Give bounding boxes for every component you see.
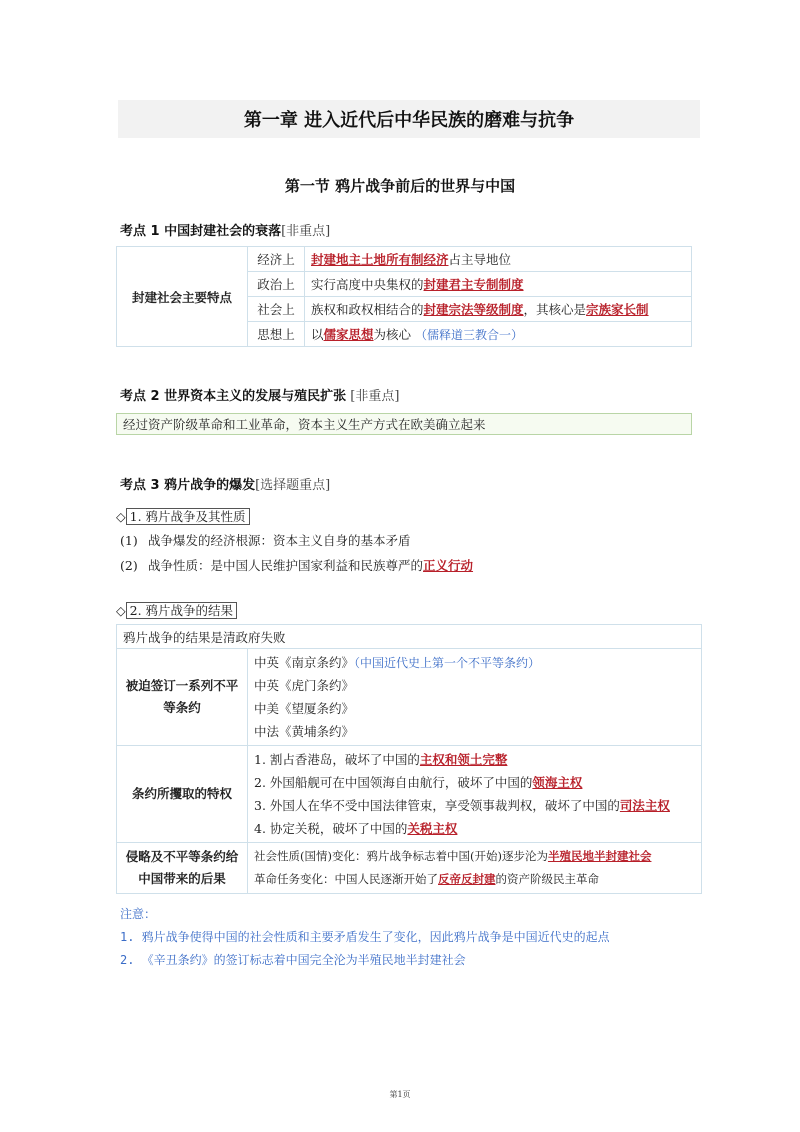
subheading-label: 1. 鸦片战争及其性质	[126, 508, 250, 525]
subheading-result	[116, 601, 237, 619]
treaties-header: 被迫签订一系列不平等条约	[117, 649, 248, 746]
row-label: 思想上	[248, 322, 305, 347]
treaty-item: 中英《南京条约》（中国近代史上第一个不平等条约）	[254, 655, 541, 670]
chapter-title: 第一章 进入近代后中华民族的磨难与抗争	[243, 110, 575, 131]
kp3-title: 考点 3 鸦片战争的爆发	[120, 478, 256, 493]
row-content: 以儒家思想为核心 （儒释道三教合一）	[305, 322, 692, 347]
key-term: 关税主权	[407, 821, 458, 836]
kp2-title: 考点 2 世界资本主义的发展与殖民扩张	[120, 389, 347, 404]
section-title: 第一节 鸦片战争前后的世界与中国	[284, 177, 516, 195]
subheading-label: 2. 鸦片战争的结果	[126, 602, 237, 619]
kp1-heading	[120, 220, 330, 239]
key-term: 封建君主专制制度	[423, 277, 524, 292]
key-term: 领海主权	[532, 775, 583, 790]
kp1-title: 考点 1 中国封建社会的衰落	[120, 224, 282, 239]
table-row	[117, 746, 702, 843]
row-label: 政治上	[248, 272, 305, 297]
side-note: （中国近代史上第一个不平等条约）	[354, 656, 541, 670]
note-item: 2. 《辛丑条约》的签订标志着中国完全沦为半殖民地半封建社会	[120, 953, 466, 967]
table-row	[117, 625, 702, 649]
row-label: 经济上	[248, 247, 305, 272]
item-text: 战争爆发的经济根源：资本主义自身的基本矛盾	[148, 533, 411, 548]
item-number: (2)	[120, 558, 138, 573]
kp3-heading	[120, 474, 330, 493]
subheading-nature	[116, 507, 250, 525]
privilege-item: 2. 外国船舰可在中国领海自由航行，破坏了中国的领海主权	[254, 775, 583, 790]
list-item	[120, 531, 411, 549]
diamond-icon: ◇	[116, 509, 126, 524]
privileges-cell	[248, 746, 702, 843]
table-row-header: 封建社会主要特点	[117, 247, 248, 347]
consequences-header: 侵略及不平等条约给中国带来的后果	[117, 843, 248, 894]
consequences-cell	[248, 843, 702, 894]
key-term: 半殖民地半封建社会	[547, 849, 652, 863]
war-result-table	[116, 624, 702, 894]
item-number: (1)	[120, 533, 138, 548]
table-row	[117, 649, 702, 746]
consequence-item: 革命任务变化：中国人民逐渐开始了反帝反封建的资产阶级民主革命	[254, 872, 599, 886]
row-label: 社会上	[248, 297, 305, 322]
key-term: 反帝反封建	[438, 872, 496, 886]
table-row	[117, 843, 702, 894]
page-number: 第1页	[389, 1090, 411, 1099]
table-row	[117, 247, 692, 272]
treaty-item: 中美《望厦条约》	[254, 701, 355, 716]
key-term: 封建宗法等级制度	[423, 302, 524, 317]
result-summary: 鸦片战争的结果是清政府失败	[117, 625, 702, 649]
note-item: 1. 鸦片战争使得中国的社会性质和主要矛盾发生了变化，因此鸦片战争是中国近代史的起点	[120, 930, 610, 944]
key-term: 宗族家长制	[586, 302, 649, 317]
kp1-tag: [非重点]	[281, 224, 331, 239]
chapter-header	[118, 100, 700, 138]
key-term: 司法主权	[619, 798, 670, 813]
row-content: 封建地主土地所有制经济占主导地位	[305, 247, 692, 272]
list-item	[120, 556, 473, 574]
treaty-item: 中法《黄埔条约》	[254, 724, 355, 739]
privilege-item: 4. 协定关税，破坏了中国的关税主权	[254, 821, 458, 836]
privilege-item: 1. 割占香港岛，破坏了中国的主权和领土完整	[254, 752, 508, 767]
key-term: 主权和领土完整	[419, 752, 508, 767]
consequence-item: 社会性质(国情)变化：鸦片战争标志着中国(开始)逐步沦为半殖民地半封建社会	[254, 849, 652, 863]
notes-label: 注意：	[120, 907, 157, 921]
privilege-item: 3. 外国人在华不受中国法律管束，享受领事裁判权，破坏了中国的司法主权	[254, 798, 670, 813]
treaty-item: 中英《虎门条约》	[254, 678, 355, 693]
key-term: 儒家思想	[323, 327, 374, 342]
row-content: 实行高度中央集权的封建君主专制制度	[305, 272, 692, 297]
kp2-heading	[120, 385, 399, 404]
side-note: （儒释道三教合一）	[415, 328, 524, 342]
kp2-tag: [非重点]	[350, 389, 400, 404]
privileges-header: 条约所攫取的特权	[117, 746, 248, 843]
key-term: 封建地主土地所有制经济	[311, 252, 449, 267]
kp3-tag: [选择题重点]	[255, 478, 331, 493]
item-text: 战争性质：是中国人民维护国家利益和民族尊严的	[148, 558, 424, 573]
feudal-features-table	[116, 246, 692, 347]
key-term: 正义行动	[423, 558, 474, 573]
kp2-text-box: 经过资产阶级革命和工业革命，资本主义生产方式在欧美确立起来	[116, 413, 692, 435]
treaties-cell	[248, 649, 702, 746]
row-content: 族权和政权相结合的封建宗法等级制度，其核心是宗族家长制	[305, 297, 692, 322]
diamond-icon: ◇	[116, 603, 126, 618]
